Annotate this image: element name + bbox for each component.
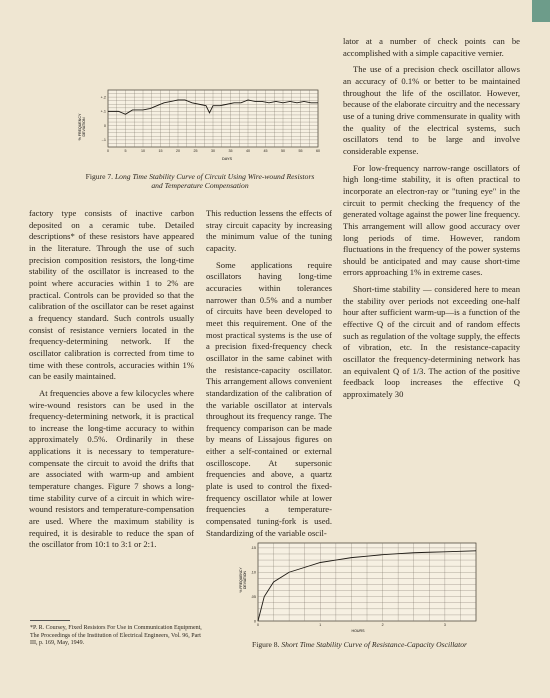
fig8-xtick-label-1: 1 [319, 623, 322, 627]
fig7-xtick-label-6: 30 [211, 149, 215, 153]
figure-8-caption-title: Short Time Stability Curve of Resistance-Capacity Oscillator [281, 640, 467, 649]
fig7-xtick-label-3: 15 [158, 149, 163, 153]
col2-paragraph-1: This reduction lessens the effects of stray circuit capacity by increasing the minimum value of the tuning capacity. [206, 208, 332, 253]
fig8-ytick-label-1: .10 [250, 570, 256, 575]
col2-paragraph-2: Some applications require oscillators having long-time accuracies within tolerances narrower than 0.5% and a number of circuits have been developed to meet this requirement. One of the most practical systems is the use of a precision fixed-frequency check oscillator in the same cabinet with the resistance-capacity oscillator. This arrangement allows convenient standardization of the calibration of the variable oscillator at intervals throughout its frequency range. The frequency comparison can be made by means of Lissajous figures on either a self-contained or external oscilloscope. At supersonic frequencies and above, a quartz plate is used to control the fixed-frequency oscillator while at lower frequencies a temperature-compensated tuning-fork is used. Standardizing of the variable oscil- [206, 259, 332, 538]
figure-7-caption-title-2: and Temperature Compensation [151, 181, 249, 190]
fig7-xtick-label-9: 45 [263, 149, 268, 153]
col1-paragraph-1: factory type consists of inactive carbon deposited on a ceramic tube. Detailed descriptions* of these resistors have appeared in the literature. Through the use of such precision composition resistors, the long-time stability of the oscillator is increased to the point where accuracies within 1 to 2% are practical. Controls can be provided so that the calibration of the oscillator can be reset against a frequency standard. Such controls usually consist of resistance verniers located in the frequency-determining network. If the oscillator calibration is corrected from time to time with these controls, accuracies within 1% can be easily maintained. [29, 208, 194, 382]
column-2 [206, 208, 332, 539]
figure-7-ylabel-1: % FREQUENCY [78, 113, 82, 141]
figure-7-caption-label: Figure 7. [85, 172, 114, 181]
fig7-xtick-label-0: 0 [107, 149, 109, 153]
figure-7-chart [70, 82, 330, 180]
fig7-xtick-label-4: 20 [176, 149, 180, 153]
column-3 [343, 36, 520, 401]
figure-8-caption-label: Figure 8. [252, 640, 280, 649]
footnote: *P. R. Coursey, Fixed Resistors For Use in Communication Equipment, The Proceedings of the Institution of Electrical Engineers, Vol. 96, Part III, p. 169, May, 1949. [30, 625, 202, 647]
col3-paragraph-1: lator at a number of check points can be accomplished with a simple capacitive vernier. [343, 36, 520, 58]
fig8-ytick-label-2: .05 [250, 594, 256, 599]
fig7-ytick-label-2: 0 [103, 123, 106, 128]
figure-7-ylabel-2: DEVIATION [82, 117, 86, 137]
fig8-ytick-label-0: .15 [250, 546, 256, 551]
fig7-ytick-label-3: -.1 [101, 138, 106, 143]
fig7-xtick-label-11: 55 [298, 149, 303, 153]
figure-7-xlabel: DAYS [221, 157, 233, 161]
fig7-xtick-label-10: 50 [281, 149, 285, 153]
fig8-xtick-label-3: 3 [443, 623, 446, 627]
figure-8-xlabel: HOURS [351, 629, 365, 633]
fig7-xtick-label-5: 25 [193, 149, 198, 153]
page-edge-tab [532, 0, 550, 22]
footnote-rule [30, 620, 70, 621]
figure-7-svg [70, 82, 330, 180]
fig7-ytick-label-1: +.1 [100, 109, 106, 114]
fig7-xtick-label-8: 40 [246, 149, 250, 153]
figure-8-caption [236, 640, 483, 649]
fig7-xtick-label-7: 35 [228, 149, 233, 153]
figure-8-ylabel-1: % FREQUENCY [239, 567, 243, 593]
col3-paragraph-4: Short-time stability — considered here to mean the stability over periods not exceeding one-half hour after sufficient warm-up—is a function of the effective Q of the circuit and of random effects such as regulation of the voltage supply, the effects of vibration, etc. In the resistance-capacity oscillator the frequency-determining network has an equivalent Q of 1/3. The action of the positive feedback loop increases the effective Q approximately 30 [343, 284, 520, 400]
column-1 [29, 208, 194, 551]
figure-8-chart [236, 535, 483, 633]
figure-8-svg [236, 535, 483, 633]
fig7-ytick-label-0: +.2 [100, 95, 106, 100]
fig8-xtick-label-2: 2 [381, 623, 384, 627]
col3-paragraph-3: For low-frequency narrow-range oscillators of high long-time stability, it is often practical to incorporate an electron-ray or "tuning eye" in the circuit to permit checking the frequency of the generated voltage against the power line frequency. This arrangement will allow good accuracy over long periods of time. However, random fluctuations in the frequency of the power systems should be anticipated and may cause short-time errors approaching 1% in extreme cases. [343, 162, 520, 278]
figure-7-caption-title-1: Long Time Stability Curve of Circuit Using Wire-wound Resistors [114, 172, 315, 181]
fig7-xtick-label-1: 5 [124, 149, 127, 153]
fig7-xtick-label-12: 60 [316, 149, 320, 153]
fig8-ytick-label-3: 0 [253, 619, 256, 624]
fig7-xtick-label-2: 10 [141, 149, 145, 153]
figure-8-ylabel-2: DEVIATION [243, 570, 247, 590]
col3-paragraph-2: The use of a precision check oscillator allows an accuracy of 0.1% or better to be maintained throughout the life of the oscillator. However, because of the elaborate circuitry and the necessary use of a tuning drive commensurate in quality with the quality of the electrical systems, such oscillators tend to be large and involve considerable expense. [343, 64, 520, 156]
fig8-xtick-label-0: 0 [257, 623, 259, 627]
figure-7-caption [70, 172, 330, 190]
col1-paragraph-2: At frequencies above a few kilocycles where wire-wound resistors can be used in the frequency-determining network, it is practical to increase the long-time accuracy to within approximately 0.5%. Ordinarily in these applications it is necessary to temperature-compensate the circuit to avoid the drifts that are associated with warm-up and ambient temperature changes. Figure 7 shows a long-time stability curve of a circuit in which wire-wound resistors and temperature-compensation are used. Where the maximum stability is required, it is desirable to reduce the span of the oscillator from 10:1 to 3:1 or 2:1. [29, 387, 194, 550]
